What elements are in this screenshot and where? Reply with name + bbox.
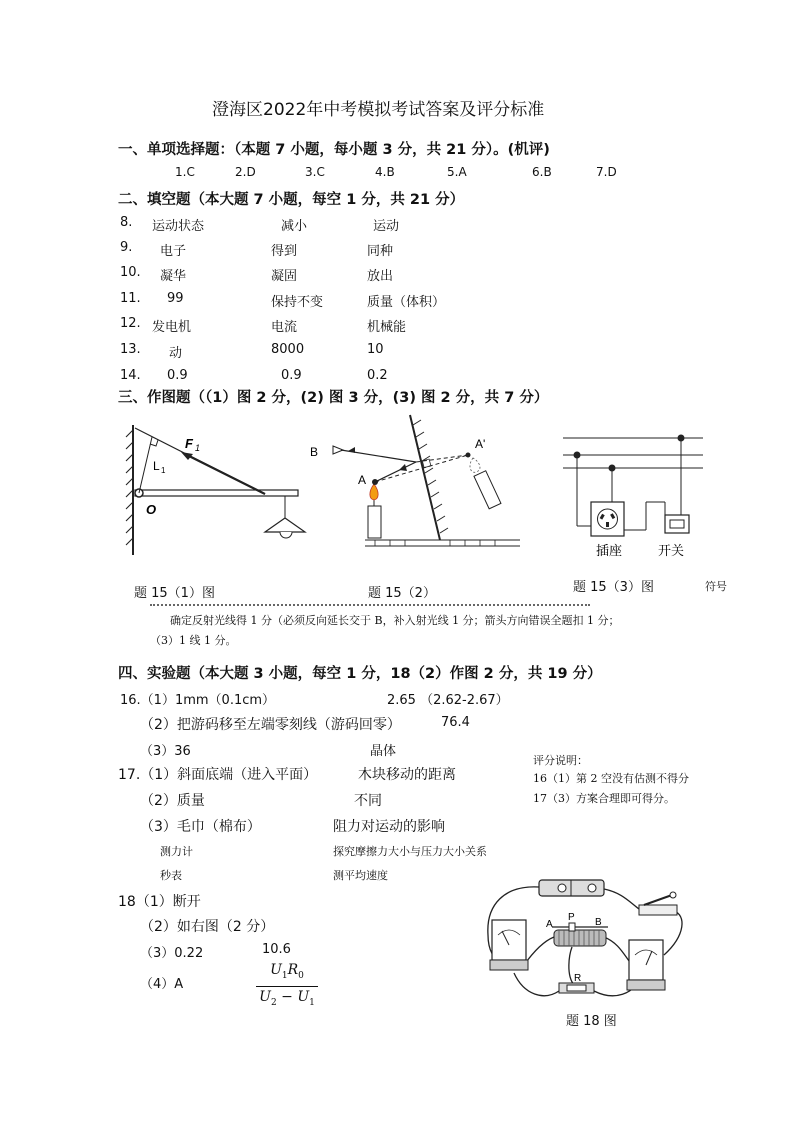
socket-label: 插座	[596, 543, 623, 558]
answer-text: 木块移动的距离	[358, 767, 456, 783]
formula-sub: 1	[281, 970, 288, 981]
answer-text: 测平均速度	[333, 869, 388, 882]
fill-num: 8.	[120, 215, 133, 230]
answer-text: 18（1）断开	[118, 894, 201, 910]
fill-answer: 保持不变	[271, 295, 324, 310]
fill-answer: 电流	[271, 320, 298, 335]
fill-num: 14.	[120, 368, 141, 383]
fill-answer: 8000	[271, 342, 305, 357]
fig-caption: 题 15（3）图	[573, 580, 654, 595]
fill-answer: 电子	[160, 244, 187, 259]
mc-answer: 1.C	[175, 165, 195, 179]
fill-answer: 凝华	[160, 269, 187, 284]
fill-answer: 得到	[271, 244, 298, 259]
mc-answer: 5.A	[447, 165, 467, 179]
fill-answer: 发电机	[152, 320, 192, 335]
fill-answer: 动	[169, 346, 183, 361]
section1-heading: 一、单项选择题：（本题 7 小题，每小题 3 分，共 21 分）。(机评)	[118, 142, 550, 158]
lever-figure	[125, 420, 310, 560]
fill-answer: 10	[367, 342, 384, 357]
mc-answer: 2.D	[235, 165, 256, 179]
mc-answer: 7.D	[596, 165, 617, 179]
scoring-note: （3）1 线 1 分。	[150, 634, 237, 647]
answer-text: （3）36	[140, 744, 191, 759]
answer-text: （2）如右图（2 分）	[140, 919, 275, 935]
fill-answer: 质量（体积）	[367, 295, 446, 310]
formula-term: U	[259, 988, 271, 1005]
answer-text: 测力计	[160, 845, 193, 858]
label-a: A	[358, 473, 367, 487]
fill-answer: 运动状态	[152, 219, 205, 234]
answer-text: 76.4	[441, 715, 470, 730]
force-label: F	[185, 436, 193, 451]
formula-op: −	[276, 988, 298, 1005]
fill-answer: 机械能	[367, 320, 407, 335]
note-symbol: 符号	[705, 580, 727, 593]
pivot-label: O	[146, 502, 157, 517]
answer-text: 17.（1）斜面底端（进入平面）	[118, 767, 318, 783]
rheostat-label-p: P	[568, 912, 575, 923]
label-a-prime: A'	[475, 437, 486, 451]
rheostat-label-b: B	[595, 917, 602, 928]
answer-text: 晶体	[370, 744, 397, 759]
answer-text: 探究摩擦力大小与压力大小关系	[333, 845, 487, 858]
answer-text: （3）0.22	[140, 946, 204, 961]
scoring-note: 确定反射光线得 1 分（必须反向延长交于 B，补入射光线 1 分；箭头方向错误全题扣 1 分；	[170, 614, 620, 627]
fill-answer: 同种	[367, 244, 394, 259]
resistor-label: R	[574, 973, 582, 984]
fill-num: 13.	[120, 342, 141, 357]
fill-answer: 运动	[373, 219, 400, 234]
answer-text: 2.65 （2.62-2.67）	[387, 693, 509, 708]
formula-term: U	[297, 988, 310, 1005]
force-label-sub: 1	[195, 443, 201, 453]
fill-answer: 凝固	[271, 269, 298, 284]
fill-answer: 减小	[281, 219, 308, 234]
switch-label: 开关	[658, 543, 685, 558]
fill-answer: 放出	[367, 269, 394, 284]
answer-text: （3）毛巾（棉布）	[140, 819, 261, 835]
formula	[256, 961, 318, 1012]
circuit-figure	[558, 430, 708, 570]
fill-num: 11.	[120, 291, 141, 306]
fill-num: 10.	[120, 265, 141, 280]
rheostat-label-a: A	[546, 919, 553, 930]
formula-sub: 1	[309, 997, 315, 1008]
mc-answer: 4.B	[375, 165, 395, 179]
fraction-bar	[256, 986, 318, 987]
fill-answer: 0.2	[367, 368, 388, 383]
section4-heading: 四、实验题（本大题 3 小题，每空 1 分，18（2）作图 2 分，共 19 分）	[118, 666, 602, 682]
scoring-line: 16（1）第 2 空没有估测不得分	[533, 772, 689, 785]
fill-answer: 99	[167, 291, 184, 306]
section3-heading: 三、作图题（（1）图 2 分，(2) 图 3 分，(3) 图 2 分，共 7 分）	[118, 390, 549, 406]
experiment-figure	[474, 875, 689, 1010]
formula-sub: 0	[298, 970, 304, 981]
arm-label-sub: 1	[161, 466, 166, 475]
page-title: 澄海区2022年中考模拟考试答案及评分标准	[212, 100, 545, 120]
answer-text: （2）质量	[140, 793, 205, 809]
fill-answer: 0.9	[281, 368, 302, 383]
fig-caption: 题 18 图	[566, 1014, 617, 1029]
cut-off-line	[150, 602, 590, 607]
scoring-title: 评分说明：	[533, 754, 588, 767]
answer-text: 16.（1）1mm（0.1cm）	[120, 693, 276, 708]
answer-text: 阻力对运动的影响	[333, 819, 445, 835]
answer-text: 10.6	[262, 942, 291, 957]
fill-num: 9.	[120, 240, 133, 255]
scoring-line: 17（3）方案合理即可得分。	[533, 792, 675, 805]
answer-text: 秒表	[160, 869, 182, 882]
fig-caption: 题 15（1）图	[134, 586, 215, 601]
formula-sub: 2	[270, 997, 277, 1008]
mc-answer: 3.C	[305, 165, 325, 179]
answer-text: （4）A	[140, 977, 184, 992]
section2-heading: 二、填空题（本大题 7 小题，每空 1 分，共 21 分）	[118, 192, 465, 208]
arm-label: L	[153, 459, 160, 473]
formula-term: U	[270, 962, 282, 978]
fill-answer: 0.9	[167, 368, 188, 383]
fill-num: 12.	[120, 316, 141, 331]
answer-text: 不同	[354, 793, 382, 809]
mc-answer: 6.B	[532, 165, 552, 179]
answer-text: （2）把游码移至左端零刻线（游码回零）	[140, 717, 401, 733]
fig-caption: 题 15（2）	[368, 586, 436, 601]
mirror-figure	[305, 410, 525, 555]
formula-term: R	[287, 962, 299, 978]
label-b: B	[310, 445, 319, 459]
